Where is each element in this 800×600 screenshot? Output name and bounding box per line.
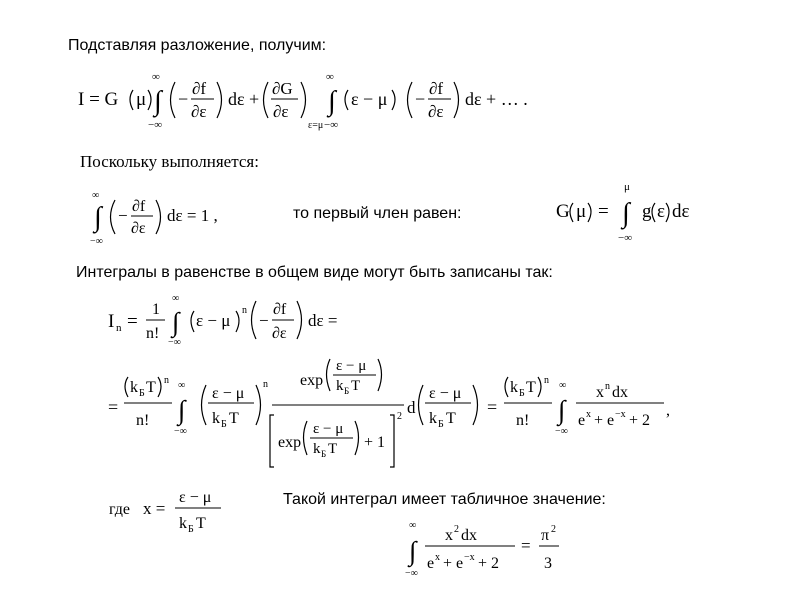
svg-text:∂G: ∂G	[272, 79, 293, 98]
svg-text:k: k	[130, 379, 138, 396]
svg-text:=: =	[598, 201, 609, 222]
svg-text:∫: ∫	[558, 395, 566, 425]
svg-text:−: −	[415, 89, 426, 109]
svg-text:∂ε: ∂ε	[428, 102, 444, 121]
svg-text:dε =: dε =	[308, 311, 338, 330]
svg-text:dε +: dε +	[228, 89, 260, 109]
svg-text:G: G	[556, 201, 570, 222]
svg-text:μ: μ	[576, 201, 587, 222]
svg-text:−∞: −∞	[324, 119, 339, 131]
svg-text:ε − μ: ε − μ	[336, 358, 367, 374]
svg-text:k: k	[179, 515, 187, 532]
svg-text:x: x	[596, 384, 604, 401]
svg-text:+ 2: + 2	[629, 412, 651, 429]
svg-text:n!: n!	[516, 412, 530, 429]
svg-text:−x: −x	[615, 409, 626, 420]
formula-table-value	[405, 518, 565, 582]
svg-text:x =: x =	[143, 499, 166, 518]
svg-text:T: T	[146, 379, 156, 396]
svg-text:ε − μ: ε − μ	[212, 385, 245, 402]
svg-text:k: k	[336, 378, 344, 394]
svg-text:dε + … .: dε + … .	[465, 89, 528, 109]
svg-text:∂ε: ∂ε	[131, 220, 146, 237]
svg-text:∂f: ∂f	[273, 301, 287, 318]
formula-x-definition	[109, 484, 239, 534]
svg-text:exp: exp	[278, 434, 302, 451]
svg-text:∞: ∞	[178, 380, 186, 391]
svg-text:3: 3	[544, 555, 552, 572]
svg-text:e: e	[427, 555, 435, 572]
svg-text:=: =	[127, 311, 138, 332]
svg-text:−∞: −∞	[555, 426, 568, 437]
svg-text:=: =	[108, 397, 119, 417]
svg-text:∫: ∫	[94, 202, 102, 233]
svg-text:x: x	[445, 527, 453, 544]
svg-text:+ e: + e	[443, 555, 464, 572]
svg-text:∂ε: ∂ε	[272, 325, 287, 342]
svg-text:−∞: −∞	[174, 426, 187, 437]
svg-text:ε − μ: ε − μ	[179, 489, 212, 506]
svg-text:dx: dx	[612, 384, 628, 401]
svg-text:n!: n!	[136, 412, 150, 429]
svg-text:Б: Б	[188, 524, 194, 535]
formula-i-n	[108, 293, 348, 349]
svg-text:dε = 1 ,: dε = 1 ,	[167, 206, 218, 225]
svg-text:ε − μ: ε − μ	[429, 385, 462, 402]
svg-text:−∞: −∞	[90, 236, 103, 247]
then-first-text: то первый член равен:	[293, 205, 462, 222]
svg-text:∞: ∞	[172, 293, 180, 304]
svg-text:∞: ∞	[409, 520, 417, 531]
svg-text:где: где	[109, 501, 131, 518]
svg-text:k: k	[429, 410, 437, 427]
tabular-value-text: Такой интеграл имеет табличное значение:	[283, 491, 606, 508]
svg-text:n: n	[242, 305, 247, 316]
svg-text:k: k	[212, 410, 220, 427]
svg-text:−: −	[178, 89, 189, 109]
svg-text:∫: ∫	[409, 536, 417, 566]
since-text: Поскольку выполняется:	[80, 152, 259, 171]
svg-text:+ 1: + 1	[364, 434, 386, 451]
svg-text:−∞: −∞	[405, 568, 418, 579]
svg-text:∞: ∞	[559, 380, 567, 391]
svg-text:ε − μ: ε − μ	[196, 311, 231, 330]
svg-text:1: 1	[152, 301, 160, 318]
svg-text:exp: exp	[300, 372, 324, 389]
svg-text:T: T	[446, 410, 456, 427]
svg-text:∂f: ∂f	[192, 79, 207, 98]
svg-text:π: π	[541, 527, 550, 544]
formula-integral-equals-one	[92, 190, 242, 246]
svg-text:Б: Б	[438, 419, 444, 430]
svg-text:∂f: ∂f	[132, 198, 146, 215]
svg-text:ε=μ: ε=μ	[308, 120, 324, 131]
svg-text:ε − μ: ε − μ	[351, 89, 388, 109]
svg-text:Б: Б	[139, 388, 145, 399]
svg-text:μ: μ	[136, 89, 147, 110]
svg-text:n!: n!	[146, 325, 160, 342]
svg-text:n: n	[116, 322, 122, 334]
svg-text:n: n	[263, 379, 268, 390]
svg-text:k: k	[510, 379, 518, 396]
svg-text:∫: ∫	[328, 86, 336, 117]
svg-text:x: x	[586, 409, 591, 420]
svg-text:−: −	[118, 206, 128, 225]
svg-text:k: k	[313, 441, 321, 457]
svg-text:n: n	[164, 375, 169, 386]
svg-text:∫: ∫	[622, 198, 630, 229]
svg-text:e: e	[578, 412, 586, 429]
svg-text:−∞: −∞	[168, 337, 181, 348]
formula-expansion	[78, 70, 528, 134]
svg-text:−x: −x	[464, 552, 475, 563]
svg-text:2: 2	[454, 524, 459, 535]
svg-text:−∞: −∞	[618, 232, 633, 244]
svg-text:∞: ∞	[152, 71, 160, 83]
svg-text:,: ,	[666, 402, 670, 419]
svg-text:=: =	[521, 536, 531, 555]
svg-text:+ 2: + 2	[478, 555, 500, 572]
svg-text:T: T	[526, 379, 536, 396]
intro-text: Подставляя разложение, получим:	[68, 37, 327, 54]
svg-text:−: −	[259, 311, 269, 330]
svg-text:Б: Б	[221, 419, 227, 430]
svg-text:ε − μ: ε − μ	[313, 421, 344, 437]
svg-text:dx: dx	[461, 527, 477, 544]
svg-text:T: T	[351, 378, 361, 394]
svg-text:+ e: + e	[594, 412, 615, 429]
svg-text:d: d	[407, 398, 416, 417]
svg-text:x: x	[435, 552, 440, 563]
svg-text:∞: ∞	[92, 190, 100, 201]
svg-text:T: T	[328, 441, 338, 457]
svg-text:ε: ε	[657, 201, 665, 222]
svg-text:∞: ∞	[326, 71, 334, 83]
svg-text:T: T	[229, 410, 239, 427]
svg-text:T: T	[196, 515, 206, 532]
svg-text:Б: Б	[344, 386, 350, 396]
svg-text:∂ε: ∂ε	[273, 102, 289, 121]
svg-text:I = G: I = G	[78, 89, 119, 110]
svg-text:I: I	[108, 311, 115, 332]
svg-text:−∞: −∞	[148, 119, 163, 131]
svg-text:∂ε: ∂ε	[191, 102, 207, 121]
svg-text:∂f: ∂f	[429, 79, 444, 98]
svg-text:Б: Б	[519, 388, 525, 399]
svg-text:∫: ∫	[172, 307, 180, 337]
svg-text:∫: ∫	[154, 86, 162, 117]
svg-text:n: n	[544, 375, 549, 386]
svg-text:dε: dε	[672, 201, 690, 222]
svg-text:Б: Б	[321, 449, 327, 459]
formula-g-mu	[556, 180, 706, 244]
svg-text:2: 2	[551, 524, 556, 535]
svg-text:μ: μ	[624, 181, 630, 193]
svg-text:∫: ∫	[178, 395, 186, 425]
svg-text:n: n	[605, 381, 610, 392]
svg-text:g: g	[642, 201, 652, 222]
integrals-general-text: Интегралы в равенстве в общем виде могут быть записаны так:	[76, 264, 553, 281]
svg-text:=: =	[487, 397, 498, 417]
svg-text:2: 2	[397, 411, 402, 422]
formula-long-chain	[108, 355, 678, 473]
